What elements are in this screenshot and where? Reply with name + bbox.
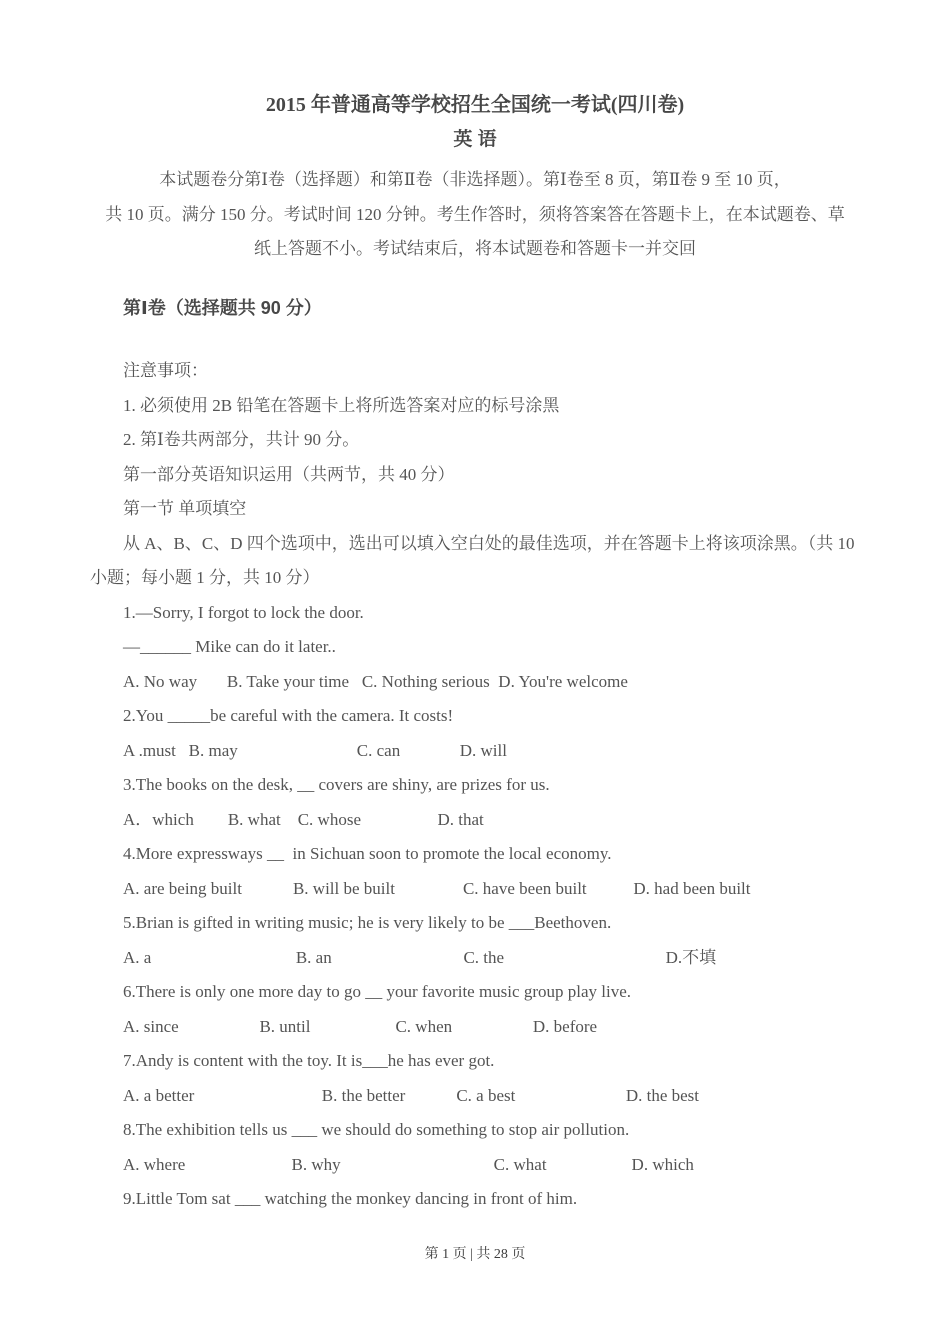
question-options: A. since B. until C. when D. before [123, 1016, 598, 1036]
question-prompt: 5.Brian is gifted in writing music; he is very likely to be ___Beethoven. [123, 913, 612, 932]
subject-title: 英 语 [453, 129, 497, 150]
question-prompt: —______ Mike can do it later.. [123, 637, 336, 656]
question-options: A．which B. what C. whose D. that [123, 809, 484, 829]
page-title: 2015 年普通高等学校招生全国统一考试(四川卷) [265, 94, 685, 116]
directions-line: 从 A、B、C、D 四个选项中，选出可以填入空白处的最佳选项，并在答题卡上将该项涂黑。（共 10 [123, 533, 855, 553]
question-options: A. where B. why C. what D. which [123, 1154, 694, 1174]
question-options: A. No way B. Take your time C. Nothing serious D. You're welcome [123, 671, 628, 691]
question-options: A. are being built B. will be built C. have been built D. had been built [123, 878, 751, 898]
note-item: 1. 必须使用 2B 铅笔在答题卡上将所选答案对应的标号涂黑 [123, 395, 560, 415]
question-prompt: 8.The exhibition tells us ___ we should do something to stop air pollution. [123, 1120, 630, 1139]
section-heading: 第一节 单项填空 [123, 499, 247, 518]
intro-line: 纸上答题不小。考试结束后，将本试题卷和答题卡一并交回 [254, 239, 696, 258]
question-options: A. a better B. the better C. a best D. the best [123, 1085, 700, 1105]
question-prompt: 2.You _____be careful with the camera. It costs! [123, 706, 454, 725]
notes-heading: 注意事项： [123, 361, 208, 380]
question-prompt: 1.—Sorry, I forgot to lock the door. [123, 602, 364, 622]
directions-line: 小题；每小题 1 分，共 10 分） [90, 568, 320, 587]
question-prompt: 3.The books on the desk, __ covers are shiny, are prizes for us. [123, 775, 550, 794]
question-options: A .must B. may C. can D. will [123, 740, 507, 760]
page-footer: 第 1 页 | 共 28 页 [424, 1246, 526, 1262]
note-item: 2. 第Ⅰ卷共两部分，共计 90 分。 [123, 430, 360, 449]
question-prompt: 7.Andy is content with the toy. It is___he has ever got. [123, 1051, 495, 1070]
question-prompt: 6.There is only one more day to go __ your favorite music group play live. [123, 982, 631, 1001]
intro-line: 共 10 页。满分 150 分。考试时间 120 分钟。考生作答时，须将答案答在答题卡上，在本试题卷、草 [105, 204, 845, 224]
question-options: A. a B. an C. the D.不填 [123, 947, 717, 967]
part1-heading: 第Ⅰ卷（选择题共 90 分） [123, 297, 322, 318]
section-part-heading: 第一部分英语知识运用（共两节，共 40 分） [123, 464, 455, 484]
intro-line: 本试题卷分第Ⅰ卷（选择题）和第Ⅱ卷（非选择题）。第Ⅰ卷至 8 页，第Ⅱ卷 9 至 10 页， [159, 170, 791, 189]
question-prompt: 9.Little Tom sat ___ watching the monkey dancing in front of him. [123, 1189, 578, 1208]
question-prompt: 4.More expressways __ in Sichuan soon to promote the local economy. [123, 844, 612, 863]
